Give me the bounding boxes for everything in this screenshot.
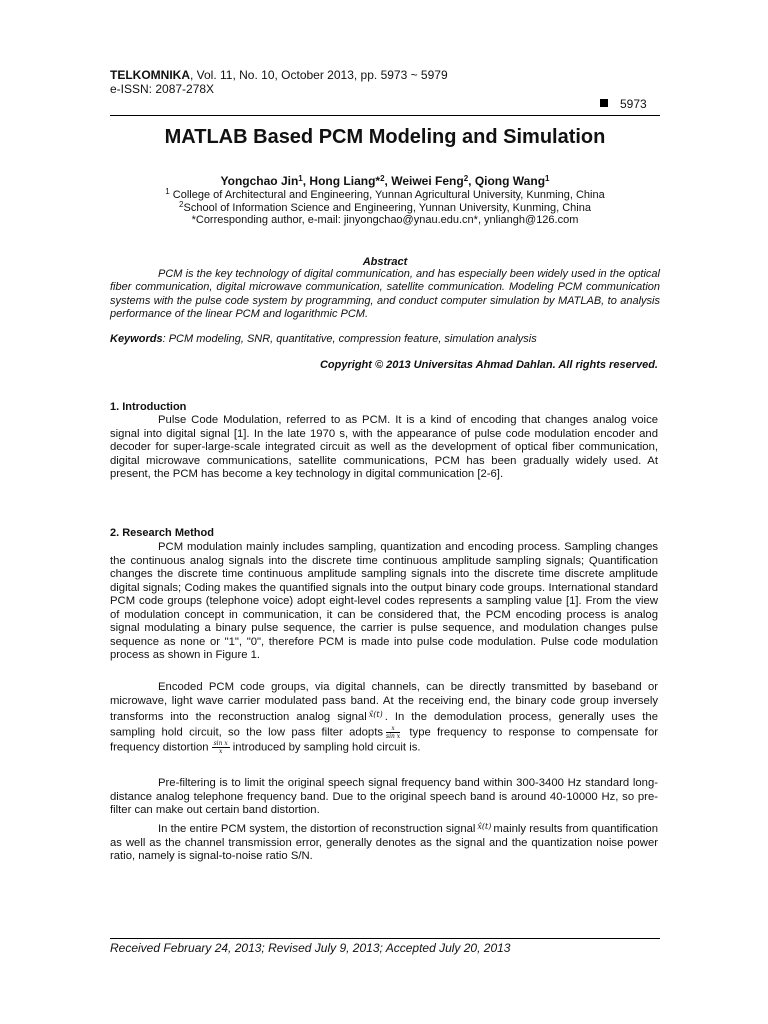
section-heading-introduction: 1. Introduction <box>110 401 187 413</box>
paper-title: MATLAB Based PCM Modeling and Simulation <box>164 126 606 148</box>
abstract-text: PCM is the key technology of digital communication, and has especially been widely used in the optical fiber communication, digital microwave communication, satellite communication. Modeling PCM communication systems with the pulse code system by programming, and conduct computer simulation by MATLAB, to analysis performance of the linear PCM and logarithmic PCM. <box>110 268 660 320</box>
paragraph: Pulse Code Modulation, referred to as PCM. It is a kind of encoding that changes analog voice signal into digital signal [1]. In the late 1970 s, with the appearance of pulse code modulation encoder and decoder for super-large-scale integrated circuit as well as the development of optical fiber communication, digital microwave communications, satellite communications, PCM has been gradually widely used. At present, the PCM has become a key technology in digital communication [2-6]. <box>110 414 658 480</box>
author: Weiwei Feng$^2$, <box>391 174 475 188</box>
math-fraction-sinx-over-x: $\frac{\text{sin x}}{x}$ <box>213 739 228 755</box>
math-xhat-t: x̂(t) <box>368 710 383 719</box>
math-xhat-t: x̂(t) <box>477 822 492 831</box>
keywords-text: : PCM modeling, SNR, quantitative, compression feature, simulation analysis <box>162 333 537 345</box>
square-bullet-icon <box>600 99 608 107</box>
author: Yongchao Jin$^1$, <box>220 174 310 188</box>
footer-rule <box>110 938 660 939</box>
author: Qiong Wang$^1$ <box>474 174 550 188</box>
paragraph: Pre-filtering is to limit the original speech signal frequency band within 300-3400 Hz standard long-distance analog telephone frequency band. Due to the original speech band is around 40-10000 Hz, so pre-filter can make out certain band distortion. <box>110 777 658 816</box>
abstract-heading: Abstract <box>362 256 408 268</box>
corresponding-author: *Corresponding author, e-mail: jinyongchao@ynau.edu.cn*, ynliangh@126.com <box>191 214 579 226</box>
affiliation-2: $^2$School of Information Science and Engineering, Yunnan University, Kunming, China <box>179 200 591 214</box>
paragraph: In the entire PCM system, the distortion of reconstruction signal $^{x̂(t)}$ mainly results from quantification as well as the channel transmission error, generally denotes as the signal and the quantization noise power ratio, namely is signal-to-noise ratio S/N. <box>110 822 658 862</box>
section-heading-research-method: 2. Research Method <box>110 527 214 539</box>
math-fraction-x-over-sinx: $\frac{x}{\text{sin x}}$ <box>386 724 401 740</box>
paragraph: PCM modulation mainly includes sampling, quantization and encoding process. Sampling changes the continuous analog signals into the discrete time continuous amplitude sampling signals; Quantification changes the discrete time continuous amplitude sampling signals into the discrete time discrete amplitude digital signals; Coding makes the quantified signals into the output binary code groups. International standard PCM code groups (telephone voice) adopt eight-level codes represents a sampling value [1]. From the view of modulation concept in communication, it can be considered that, the PCM encoding process is analog signal modulating a binary pulse sequence, the carrier is pulse sequence, and modulation changes pulse sequence as none or "1", "0", therefore PCM is made into pulse code modulation. Pulse code modulation process as shown in Figure 1. <box>110 541 658 661</box>
received-dates: Received February 24, 2013; Revised July 9, 2013; Accepted July 20, 2013 <box>110 941 511 955</box>
keywords <box>110 333 660 346</box>
header-rule <box>110 115 660 116</box>
affiliation-1: $^1$ College of Architectural and Engineering, Yunnan Agricultural University, Kunming, China <box>165 187 605 201</box>
journal-name: TELKOMNIKA <box>110 68 190 82</box>
journal-header <box>110 68 448 82</box>
journal-citation: , Vol. 11, No. 10, October 2013, pp. 5973 ~ 5979 <box>190 68 448 82</box>
keywords-label: Keywords <box>110 333 163 345</box>
paragraph: Encoded PCM code groups, via digital channels, can be directly transmitted by baseband or microwave, light wave carrier modulated pass band. At the receiving end, the binary code group inversely transforms into the reconstruction analog signal $^{x̂(t)}$ . In the demodulation process, generally uses the sampling hold circuit, so the low pass filter adopts $\frac{x}{\text{sin x}}$ type frequency to response to compensate for frequency distortion $\frac{\text{sin x}}{x}$ introduced by sampling hold circuit is. <box>110 681 658 755</box>
author: Hong Liang*$^2$, <box>309 174 392 188</box>
copyright-notice: Copyright © 2013 Universitas Ahmad Dahlan. All rights reserved. <box>319 359 658 371</box>
page-number: 5973 <box>620 97 647 111</box>
page-number-block <box>600 97 647 111</box>
journal-issn: e-ISSN: 2087-278X <box>110 82 215 96</box>
author-list <box>110 174 660 188</box>
